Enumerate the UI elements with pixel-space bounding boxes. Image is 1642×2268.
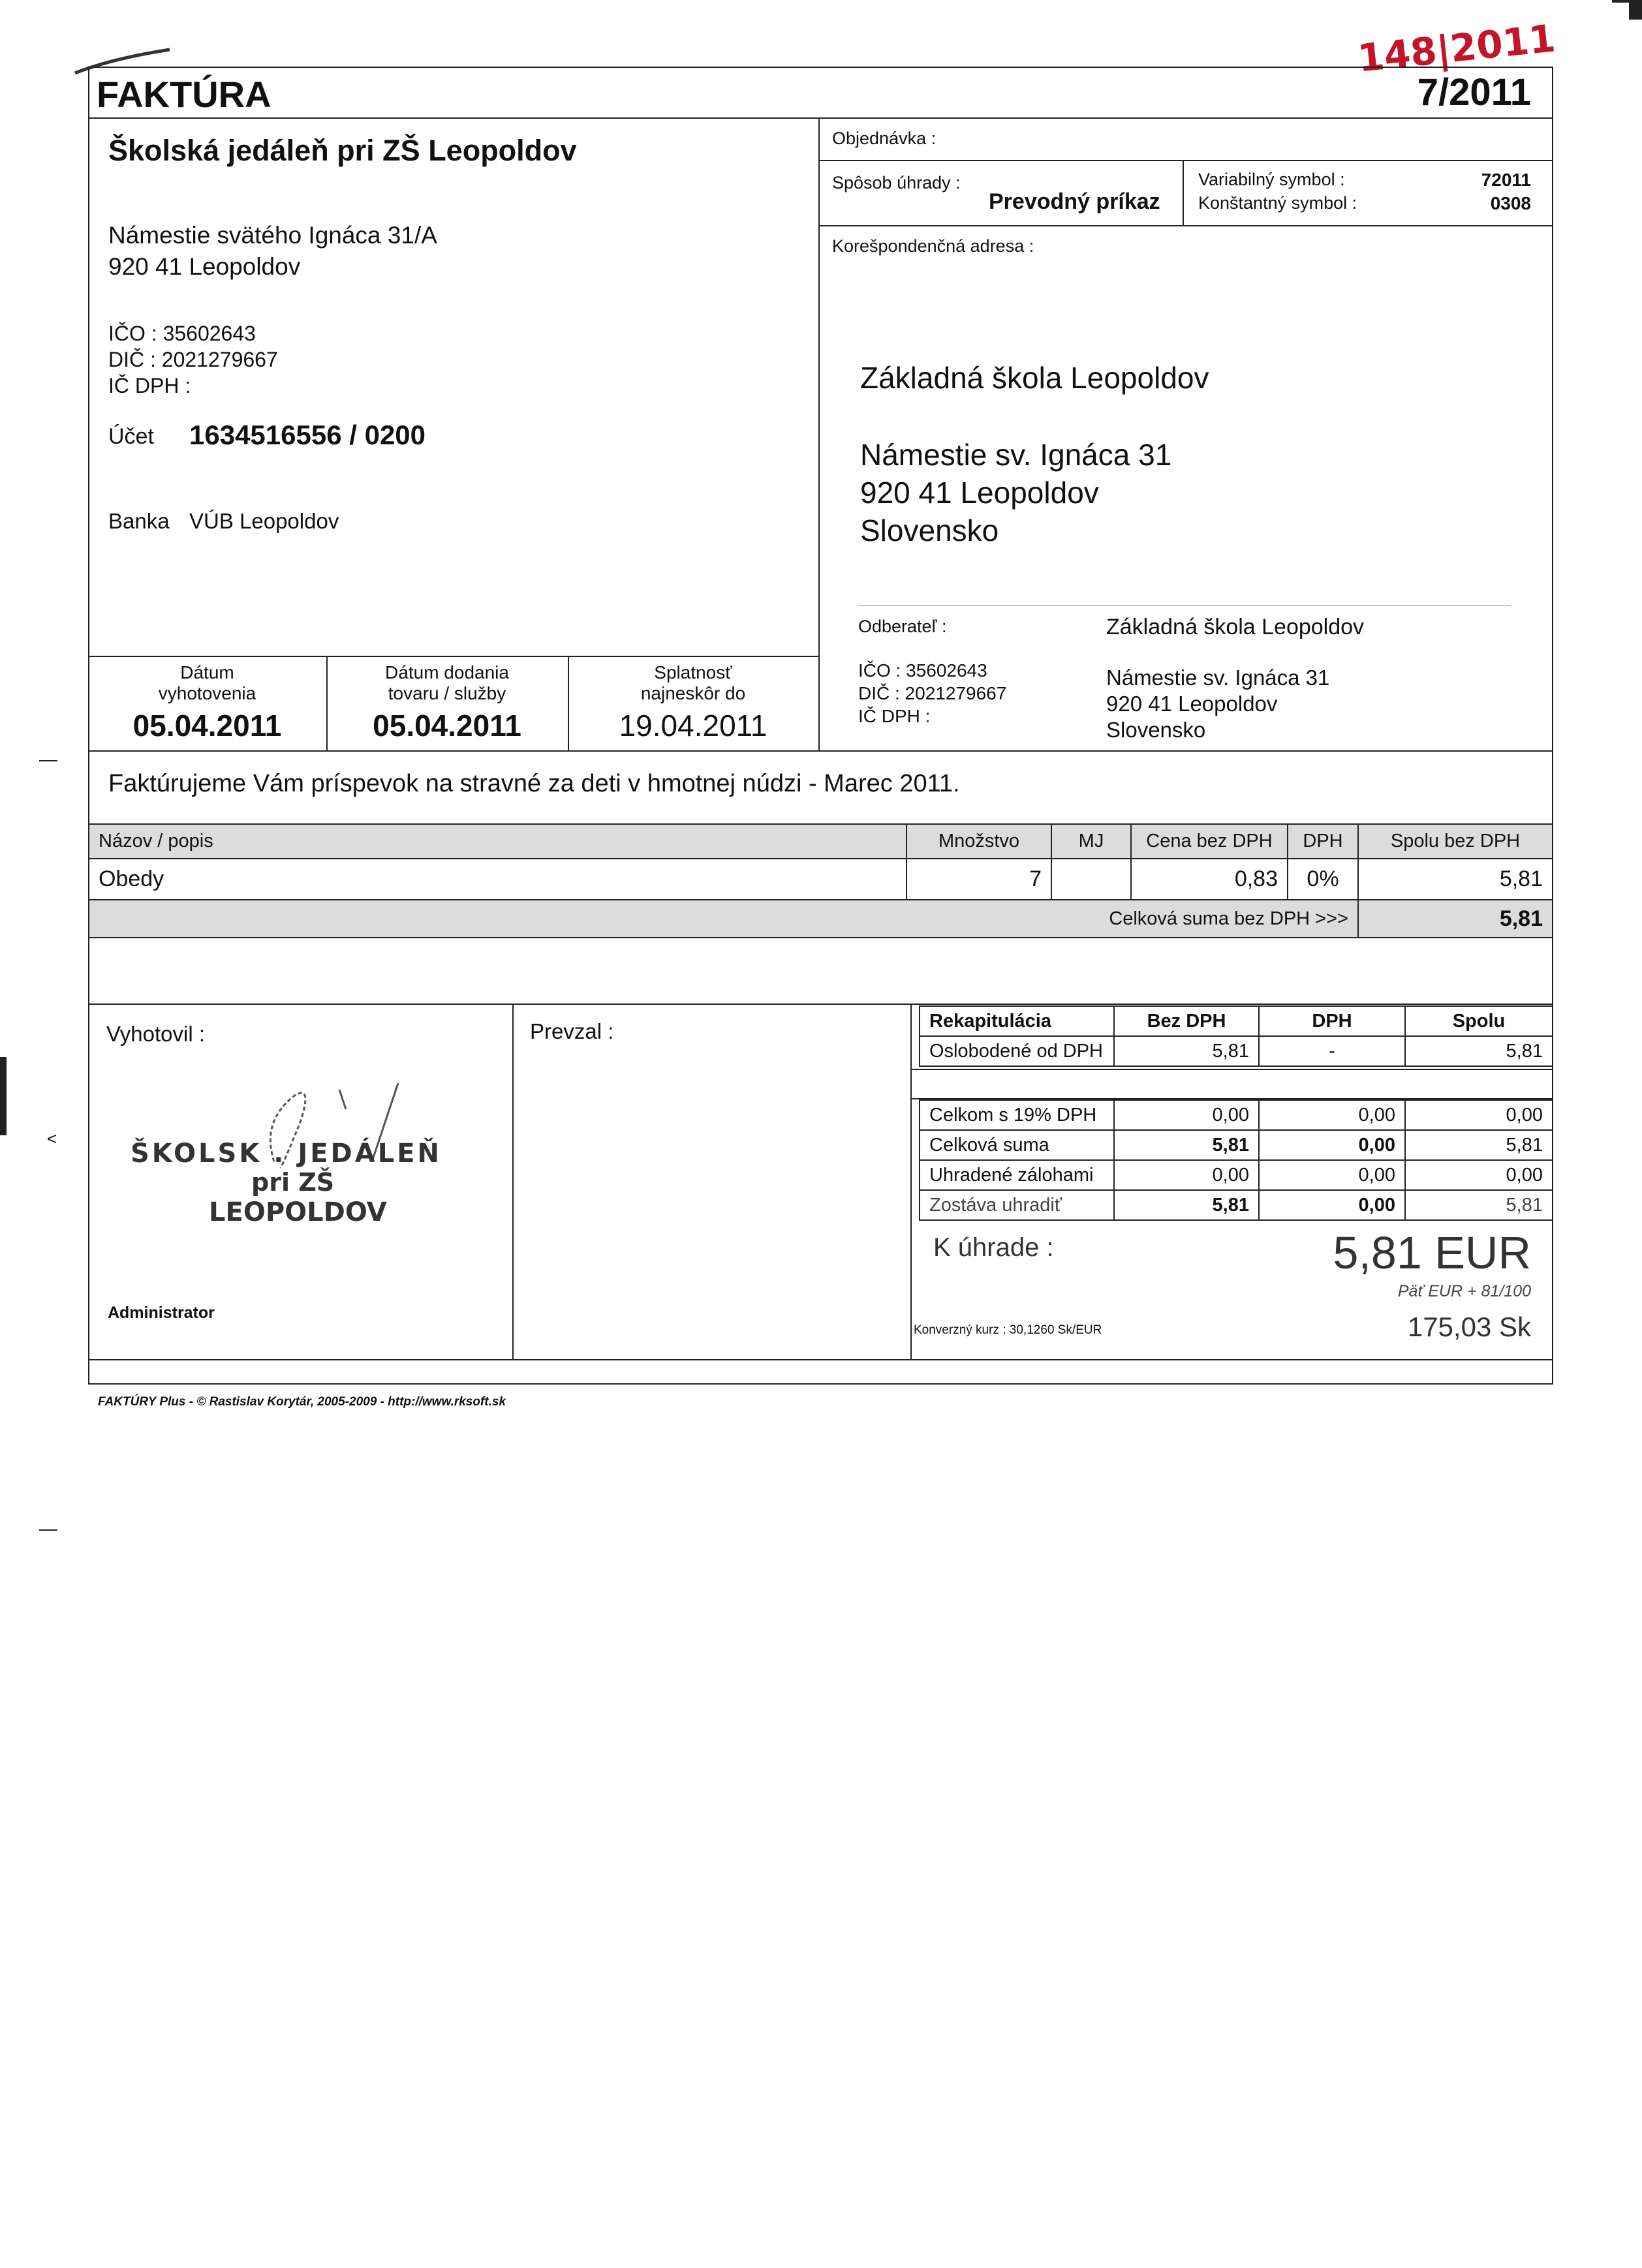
recap-header-label — [919, 1005, 1115, 1037]
recap-row-vat-spolu — [1404, 1099, 1553, 1131]
invoice-title: FAKTÚRA — [97, 74, 271, 115]
recap-row-remaining-spolu — [1404, 1189, 1553, 1221]
table-total-label-cell — [88, 899, 1359, 938]
recipient-street: Námestie sv. Ignáca 31 — [860, 438, 1172, 472]
divider-thin — [858, 605, 1511, 606]
customer-name: Základná škola Leopoldov — [1106, 615, 1365, 639]
recap-row-remaining-spolu-text: 5,81 — [1506, 1194, 1543, 1216]
item-qty: 7 — [1029, 866, 1042, 891]
table-row-total — [1357, 858, 1553, 900]
date-delivered — [326, 662, 568, 743]
divider — [910, 1004, 912, 1359]
prevzal-label: Prevzal : — [530, 1019, 614, 1043]
recap-row-total-bez — [1113, 1129, 1260, 1161]
customer-label: Odberateľ : — [858, 617, 947, 636]
divider — [88, 1004, 1553, 1005]
col-header-name-text: Názov / popis — [99, 831, 213, 851]
margin-arrow: < — [47, 1129, 57, 1148]
customer-country: Slovensko — [1106, 718, 1206, 742]
table-row-mj — [1051, 858, 1132, 900]
recap-row-vat-bez-text: 0,00 — [1212, 1104, 1249, 1126]
payment-label: Spôsob úhrady : — [832, 173, 961, 192]
item-name: Obedy — [99, 866, 164, 891]
constant-symbol-label: Konštantný symbol : — [1198, 193, 1357, 213]
invoice-number: 7/2011 — [1417, 71, 1531, 114]
recap-header-spolu — [1404, 1005, 1553, 1037]
to-pay-label: K úhrade : — [933, 1233, 1054, 1262]
recap-row-remaining-label-text: Zostáva uhradiť — [929, 1194, 1062, 1216]
recap-row-remaining-bez — [1113, 1189, 1260, 1221]
account-number: 1634516556 / 0200 — [189, 420, 426, 450]
signer-role: Administrator — [108, 1304, 215, 1322]
date-issued-value: 05.04.2011 — [132, 709, 282, 743]
table-row-name — [88, 858, 907, 900]
recap-row-advance-label — [919, 1159, 1115, 1191]
handwritten-note: 148|2011 — [1355, 16, 1558, 81]
recap-row-vat-dph-text: 0,00 — [1358, 1104, 1395, 1126]
recap-row-total-dph — [1258, 1129, 1406, 1161]
to-pay-in-words: Päť EUR + 81/100 — [1397, 1282, 1531, 1300]
divider — [1183, 160, 1184, 225]
invoice-description: Faktúrujeme Vám príspevok na stravné za deti v hmotnej núdzi - Marec 2011. — [108, 770, 960, 797]
scan-edge-mark — [1612, 0, 1642, 3]
scan-edge — [1629, 0, 1642, 20]
customer-street: Námestie sv. Ignáca 31 — [1106, 666, 1330, 690]
recap-exempt-bez — [1113, 1035, 1260, 1067]
col-header-mj-text: MJ — [1078, 831, 1104, 851]
col-header-dph-text: DPH — [1303, 831, 1343, 851]
date-due-label-2: najneskôr do — [640, 683, 746, 703]
recap-exempt-bez-text: 5,81 — [1212, 1040, 1249, 1062]
col-header-price-text: Cena bez DPH — [1146, 831, 1273, 851]
correspondence-label: Korešpondenčná adresa : — [832, 236, 1034, 256]
col-header-price — [1130, 823, 1288, 859]
recap-row-advance-dph — [1258, 1159, 1406, 1191]
margin-mark — [39, 760, 57, 761]
recap-row-advance-bez — [1113, 1159, 1260, 1191]
table-total-label: Celková suma bez DPH >>> — [1109, 908, 1348, 929]
recap-row-total-bez-text: 5,81 — [1212, 1134, 1249, 1156]
bank-name: VÚB Leopoldov — [189, 509, 339, 533]
col-header-qty — [906, 823, 1052, 859]
recap-row-total-spolu-text: 5,81 — [1506, 1134, 1543, 1156]
divider — [88, 750, 1553, 752]
item-dph: 0% — [1307, 866, 1339, 891]
recap-exempt-label — [919, 1035, 1115, 1067]
recap-row-remaining-bez-text: 5,81 — [1212, 1194, 1249, 1216]
table-row-dph — [1287, 858, 1359, 900]
col-header-name — [88, 823, 907, 859]
supplier-ico: IČO : 35602643 — [108, 322, 256, 345]
recap-header-label-text: Rekapitulácia — [929, 1010, 1051, 1032]
recap-row-vat-label-text: Celkom s 19% DPH — [929, 1104, 1097, 1126]
recap-row-advance-dph-text: 0,00 — [1358, 1164, 1395, 1186]
divider — [88, 1359, 1553, 1360]
recap-exempt-spolu — [1404, 1035, 1553, 1067]
footer-credit: FAKTÚRY Plus - © Rastislav Korytár, 2005-2009 - http://www.rksoft.sk — [98, 1395, 506, 1409]
recap-row-vat-spolu-text: 0,00 — [1506, 1104, 1543, 1126]
recap-row-advance-bez-text: 0,00 — [1212, 1164, 1249, 1186]
col-header-mj — [1051, 823, 1132, 859]
customer-ico: IČO : 35602643 — [858, 660, 987, 681]
recap-header-spolu-text: Spolu — [1452, 1010, 1506, 1032]
recap-row-total-dph-text: 0,00 — [1358, 1134, 1395, 1156]
recap-row-remaining-dph — [1258, 1189, 1406, 1221]
recipient-city: 920 41 Leopoldov — [860, 476, 1099, 510]
supplier-name: Školská jedáleň pri ZŠ Leopoldov — [108, 134, 577, 167]
recap-exempt-dph — [1258, 1035, 1406, 1067]
item-price: 0,83 — [1234, 866, 1278, 891]
variable-symbol-label: Variabilný symbol : — [1198, 170, 1345, 189]
recap-header-bez-text: Bez DPH — [1147, 1010, 1226, 1032]
amount-sk: 175,03 Sk — [1407, 1311, 1531, 1342]
col-header-total-text: Spolu bez DPH — [1390, 831, 1521, 851]
to-pay-amount: 5,81 EUR — [1333, 1227, 1531, 1278]
recap-header-dph-text: DPH — [1312, 1010, 1352, 1032]
recap-exempt-spolu-text: 5,81 — [1506, 1040, 1543, 1062]
binder-mark — [0, 1057, 7, 1135]
recap-row-advance-label-text: Uhradené zálohami — [929, 1164, 1094, 1186]
table-total-value: 5,81 — [1499, 906, 1543, 931]
recap-header-dph — [1258, 1005, 1406, 1037]
supplier-city: 920 41 Leopoldov — [108, 253, 301, 280]
supplier-street: Námestie svätého Ignáca 31/A — [108, 222, 437, 249]
date-due — [568, 662, 818, 743]
supplier-dic: DIČ : 2021279667 — [108, 348, 278, 371]
divider — [910, 1069, 1553, 1070]
recap-row-total-spolu — [1404, 1129, 1553, 1161]
margin-mark — [39, 1529, 57, 1531]
col-header-total — [1357, 823, 1553, 859]
date-delivered-label-2: tovaru / služby — [388, 683, 506, 703]
table-total-value-cell — [1357, 899, 1553, 938]
customer-dic: DIČ : 2021279667 — [858, 683, 1007, 703]
divider — [818, 225, 1553, 226]
recap-row-remaining-label — [919, 1189, 1115, 1221]
divider — [512, 1004, 514, 1359]
item-total: 5,81 — [1499, 866, 1543, 891]
date-issued-label-2: vyhotovenia — [158, 683, 256, 703]
divider — [88, 117, 1553, 119]
conversion-rate: Konverzný kurz : 30,1260 Sk/EUR — [914, 1323, 1102, 1337]
col-header-dph — [1287, 823, 1359, 859]
divider — [88, 656, 818, 657]
recap-row-total-label — [919, 1129, 1115, 1161]
recap-exempt-dph-text: - — [1329, 1040, 1335, 1062]
recipient-name: Základná škola Leopoldov — [860, 361, 1209, 395]
account-label: Účet — [108, 424, 154, 449]
bank-label: Banka — [108, 509, 170, 533]
date-issued-label: Dátum — [180, 662, 234, 682]
stamp-line-2: pri ZŠ — [251, 1168, 335, 1197]
recap-row-total-label-text: Celková suma — [929, 1134, 1049, 1156]
constant-symbol: 0308 — [1490, 193, 1531, 213]
stamp-line-1: ŠKOLSK . JEDÁLEŇ — [131, 1139, 442, 1169]
table-row-price — [1130, 858, 1288, 900]
date-delivered-value: 05.04.2011 — [373, 709, 521, 743]
stamp-line-3: LEOPOLDOV — [209, 1197, 387, 1227]
supplier-icdph: IČ DPH : — [108, 374, 191, 397]
variable-symbol: 72011 — [1481, 170, 1531, 190]
recap-row-vat-bez — [1113, 1099, 1260, 1131]
payment-method: Prevodný príkaz — [989, 189, 1160, 214]
recap-row-advance-spolu — [1404, 1159, 1553, 1191]
recap-header-bez — [1113, 1005, 1260, 1037]
table-row-qty — [906, 858, 1052, 900]
vyhotovil-label: Vyhotovil : — [106, 1022, 206, 1046]
customer-icdph: IČ DPH : — [858, 706, 931, 726]
date-issued — [88, 662, 326, 743]
divider — [818, 117, 820, 750]
recap-row-vat-label — [919, 1099, 1115, 1131]
recipient-country: Slovensko — [860, 513, 999, 547]
recap-row-advance-spolu-text: 0,00 — [1506, 1164, 1543, 1186]
date-due-label: Splatnosť — [654, 662, 732, 682]
date-due-value: 19.04.2011 — [619, 709, 767, 743]
recap-row-vat-dph — [1258, 1099, 1406, 1131]
order-label: Objednávka : — [832, 129, 937, 148]
recap-exempt-label-text: Oslobodené od DPH — [929, 1040, 1103, 1062]
customer-city: 920 41 Leopoldov — [1106, 692, 1278, 716]
recap-row-remaining-dph-text: 0,00 — [1358, 1194, 1395, 1216]
divider — [818, 160, 1553, 161]
date-delivered-label: Dátum dodania — [385, 662, 509, 682]
col-header-qty-text: Množstvo — [938, 831, 1020, 851]
